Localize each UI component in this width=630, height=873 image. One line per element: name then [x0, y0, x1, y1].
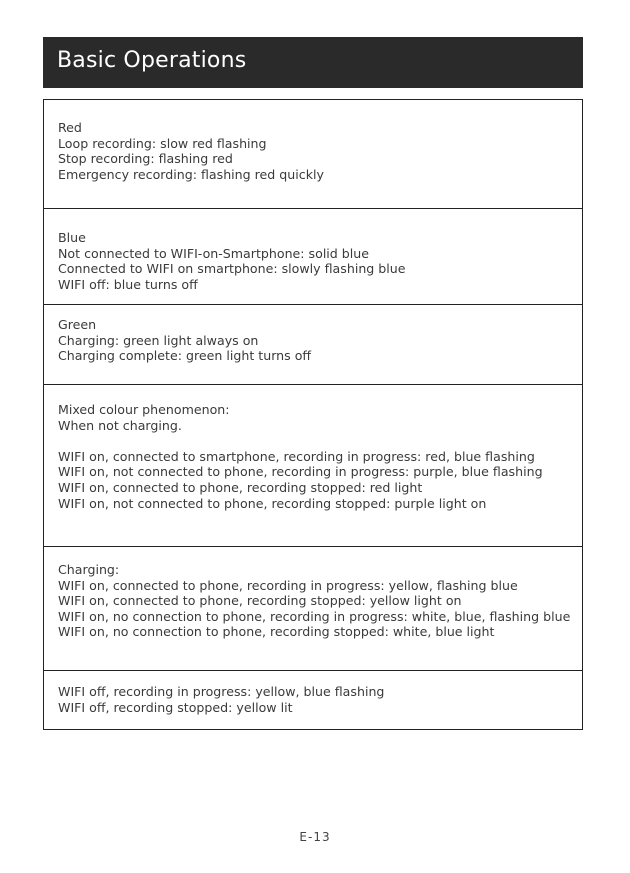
status-line: WIFI on, not connected to phone, recording in progress: purple, blue flashing [58, 464, 543, 480]
status-line: WIFI on, connected to phone, recording stopped: yellow light on [58, 593, 462, 609]
status-line: Connected to WIFI on smartphone: slowly flashing blue [58, 261, 406, 277]
status-line: WIFI off, recording stopped: yellow lit [58, 699, 293, 715]
status-line: WIFI on, connected to smartphone, recording in progress: red, blue flashing [58, 448, 535, 464]
page-number: E-13 [299, 830, 331, 844]
line-gap [58, 433, 568, 449]
status-line: Not connected to WIFI-on-Smartphone: solid blue [58, 245, 370, 261]
section-heading: Blue [58, 230, 86, 245]
red-led-section [44, 100, 582, 208]
status-line: WIFI on, no connection to phone, recording stopped: white, blue light [58, 624, 495, 640]
status-line: WIFI off: blue turns off [58, 276, 198, 292]
page-title: Basic Operations [57, 48, 247, 73]
charging-section [44, 546, 582, 670]
wifi-off-section [44, 670, 582, 729]
blue-led-section [44, 208, 582, 304]
section-heading: Mixed colour phenomenon: [58, 402, 230, 417]
status-line: Stop recording: flashing red [58, 151, 233, 167]
section-heading: Charging: [58, 562, 120, 577]
status-line: Charging: green light always on [58, 332, 259, 348]
section-header [43, 37, 583, 88]
status-line: Emergency recording: flashing red quickly [58, 166, 324, 182]
section-subheading: When not charging. [58, 417, 182, 433]
status-line: WIFI on, no connection to phone, recording in progress: white, blue, flashing blue [58, 608, 571, 624]
green-led-section [44, 304, 582, 384]
status-line: WIFI on, connected to phone, recording stopped: red light [58, 479, 423, 495]
status-line: WIFI on, not connected to phone, recording stopped: purple light on [58, 495, 487, 511]
led-status-table [43, 99, 583, 730]
status-line: WIFI off, recording in progress: yellow, blue flashing [58, 684, 385, 699]
status-line: Loop recording: slow red flashing [58, 135, 267, 151]
mixed-colour-section [44, 384, 582, 546]
status-line: Charging complete: green light turns off [58, 348, 312, 364]
section-heading: Green [58, 317, 97, 332]
status-line: WIFI on, connected to phone, recording in progress: yellow, flashing blue [58, 577, 518, 593]
section-heading: Red [58, 120, 82, 135]
